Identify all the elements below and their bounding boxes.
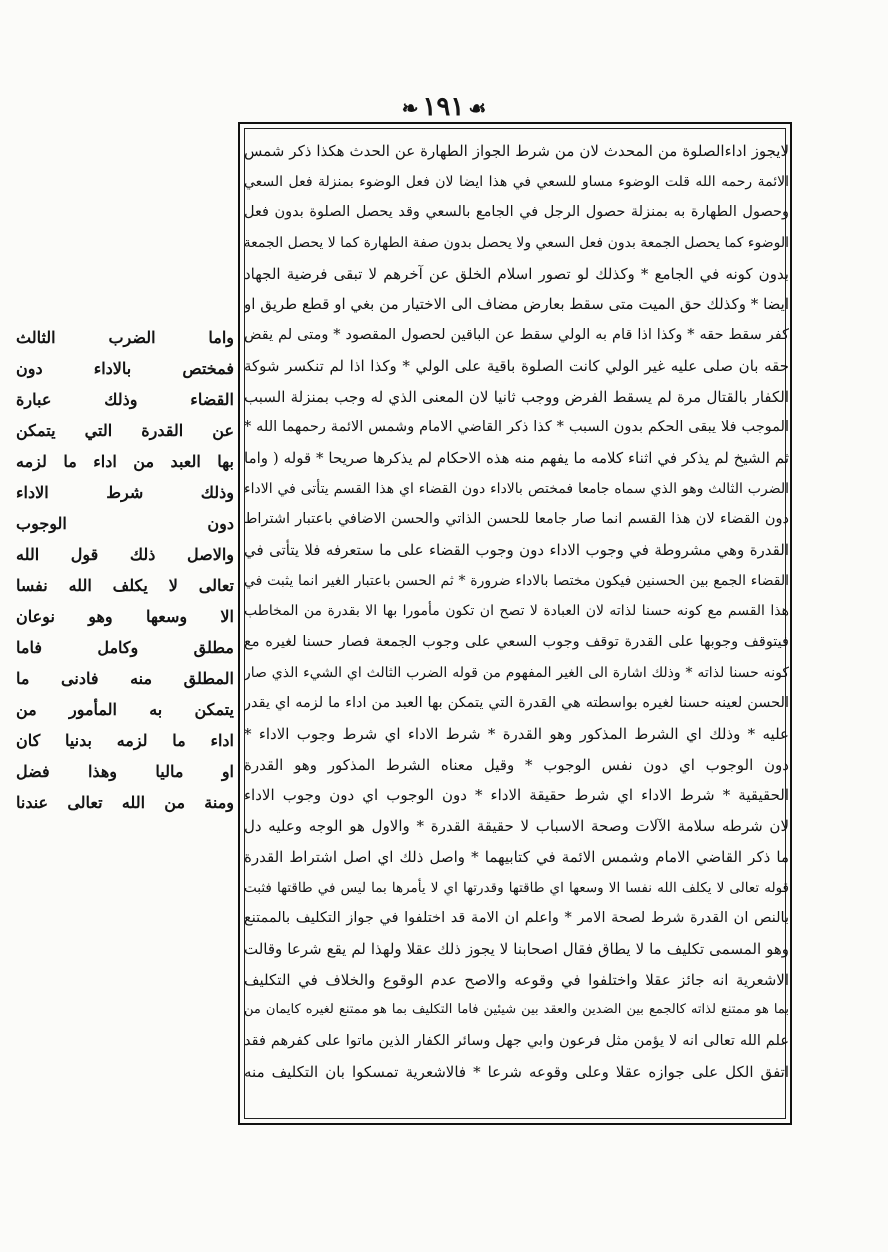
- main-text-line: بما هو ممتنع لذاته كالجمع بين الضدين والعقد بين شيئين فاما التكليف بما هو ممتنع لغيره كايمان من: [244, 1002, 789, 1018]
- margin-text-line: تعالى لا يكلف الله نفسا: [16, 576, 234, 595]
- main-text-line: الموجب فلا يبقى الحكم بدون السبب * كذا ذكر القاضي الامام وشمس الائمة رحمهما الله *: [244, 419, 789, 436]
- page-number-text: ١٩١: [422, 92, 465, 122]
- margin-text-line: ومنة من الله تعالى عندنا: [16, 793, 234, 812]
- main-text-line: بالنص ان القدرة شرط لصحة الامر * واعلم ان الامة قد اختلفوا في جواز التكليف بالممتنع: [244, 910, 789, 927]
- main-text-block: [244, 136, 789, 1087]
- margin-text-line: عن القدرة التي يتمكن: [16, 421, 234, 440]
- main-text-line: القدرة وهي مشروطة في وجوب الاداء دون وجوب القضاء على ما ستعرفه فلا يتأتى في: [244, 540, 789, 559]
- page-number: [0, 92, 888, 122]
- margin-text-line: وذلك شرط الاداء: [16, 483, 234, 502]
- margin-text-line: المطلق منه فادنى ما: [16, 669, 234, 688]
- margin-text-line: دون الوجوب: [16, 514, 234, 533]
- main-text-line: الائمة رحمه الله قلت الوضوء مساو للسعي في هذا ايضا لان فعل الوضوء بمنزلة فعل السعي: [244, 173, 789, 190]
- margin-text-line: او ماليا وهذا فضل: [16, 762, 234, 781]
- main-text-line: القضاء الجمع بين الحسنين فيكون مختصا بالاداء ضرورة * ثم الحسن باعتبار الغير انما يثبت في: [244, 572, 789, 589]
- main-text-line: الحسن لعينه حسنا لغيره بواسطته هي القدرة التي يتمكن بها العبد من اداء ما لزمه اي يقدر: [244, 695, 789, 712]
- margin-text-line: اداء ما لزمه بدنيا كان: [16, 731, 234, 750]
- main-text-line: ثم الشيخ لم يذكر في اثناء كلامه ما يفهم منه هذه الاحكام لم يذكرها صريحا * قوله ( واما: [244, 448, 789, 467]
- margin-commentary: [16, 322, 234, 818]
- main-text-line: فيتوقف وجوبها على القدرة توقف وجوب السعي على وجوب الجمعة فصار حسنا لغيره مع: [244, 634, 789, 650]
- margin-text-line: فمختص بالاداء دون: [16, 359, 234, 378]
- main-text-line: الكفار بالقتال مرة لم يسقط الفرض ووجب ثانيا لان المعنى الذي له وجب بمنزلة السبب: [244, 387, 789, 406]
- margin-text-line: يتمكن به المأمور من: [16, 700, 234, 719]
- margin-text-line: بها العبد من اداء ما لزمه: [16, 452, 234, 471]
- main-text-line: قوله تعالى لا يكلف الله نفسا الا وسعها اي طاقتها وقدرتها اي لا يأمرها بما ليس في طاقتها فثبت: [244, 879, 789, 896]
- main-text-line: الضرب الثالث وهو الذي سماه جامعا فمختص بالاداء دون القضاء اي هذا القسم يتأتى في الاداء: [244, 480, 789, 497]
- margin-text-line: القضاء وذلك عبارة: [16, 390, 234, 409]
- main-text-line: دون الوجوب اي دون نفس الوجوب * وقيل معناه الشرط المذكور وهو القدرة: [244, 755, 789, 774]
- main-text-line: لان شرطه سلامة الآلات وصحة الاسباب لا حقيقة القدرة * والاول هو الوجه وعليه دل: [244, 817, 789, 836]
- main-text-line: علم الله تعالى انه لا يؤمن مثل فرعون وابي جهل وسائر الكفار الذين ماتوا على كفرهم فقد: [244, 1032, 789, 1049]
- main-text-line: دون القضاء لان هذا القسم انما صار جامعا للحسن الذاتي والحسن الاضافي باعتبار اشتراط: [244, 511, 789, 528]
- main-text-line: وحصول الطهارة به بمنزلة حصول الرجل في الجامع بالسعي وقد يحصل الصلوة بدون فعل: [244, 204, 789, 221]
- main-text-line: الوضوء كما يحصل الجمعة بدون فعل السعي ولا يحصل بدون صفة الطهارة كما لا يحصل الجمعة: [244, 235, 789, 252]
- ornament-right-icon: ☙: [468, 96, 487, 120]
- margin-text-line: الا وسعها وهو نوعان: [16, 607, 234, 626]
- main-text-line: كفر سقط حقه * وكذا اذا قام به الولي سقط عن الباقين لحصول المقصود * ومتى لم يقض: [244, 327, 789, 344]
- main-text-line: اتفق الكل على جوازه عقلا وعلى وقوعه شرعا * فالاشعرية تمسكوا بان التكليف منه: [244, 1062, 789, 1081]
- main-text-line: حقه بان صلى عليه غير الولي كانت الصلوة باقية على الولي * وكذا اذا لم تنكسر شوكة: [244, 356, 789, 375]
- main-text-line: لايجوز اداءالصلوة من المحدث لان من شرط الجواز الطهارة عن الحدث هكذا ذكر شمس: [244, 142, 789, 160]
- ornament-left-icon: ❧: [401, 96, 419, 120]
- main-text-line: ما ذكر القاضي الامام وشمس الائمة في كتابيهما * واصل ذلك اي اصل اشتراط القدرة: [244, 847, 789, 866]
- main-text-line: كونه حسنا لذاته * وذلك اشارة الى الغير المفهوم من قوله الضرب الثالث اي الشيء الذي صار: [244, 664, 789, 681]
- main-text-line: هذا القسم مع كونه حسنا لذاته لان العبادة لا تصح ان تكون مأمورا بها الا بقدرة من المخاطب: [244, 603, 789, 620]
- main-text-line: ايضا * وكذلك حق الميت متى سقط بعارض مضاف الى الاختيار من بغي او قطع طريق او: [244, 295, 789, 314]
- main-text-line: عليه * وذلك اي الشرط المذكور وهو القدرة * شرط الاداء اي شرط وجوب الاداء *: [244, 725, 789, 744]
- main-text-line: الاشعرية انه جائز عقلا واختلفوا في وقوعه والاصح عدم الوقوع والخلاف في التكليف: [244, 970, 789, 989]
- main-text-line: وهو المسمى تكليف ما لا يطاق فقال اصحابنا لا يجوز ذلك عقلا ولهذا لم يقع شرعا وقالت: [244, 939, 789, 958]
- margin-text-line: واما الضرب الثالث: [16, 328, 234, 347]
- margin-text-line: مطلق وكامل فاما: [16, 638, 234, 657]
- main-text-line: الحقيقية * شرط الاداء اي شرط حقيقة الاداء * دون الوجوب اي دون وجوب الاداء: [244, 786, 789, 805]
- main-text-line: بدون كونه في الجامع * وكذلك لو تصور اسلام الخلق عن آخرهم لا تبقى فرضية الجهاد: [244, 264, 789, 283]
- margin-text-line: والاصل ذلك قول الله: [16, 545, 234, 564]
